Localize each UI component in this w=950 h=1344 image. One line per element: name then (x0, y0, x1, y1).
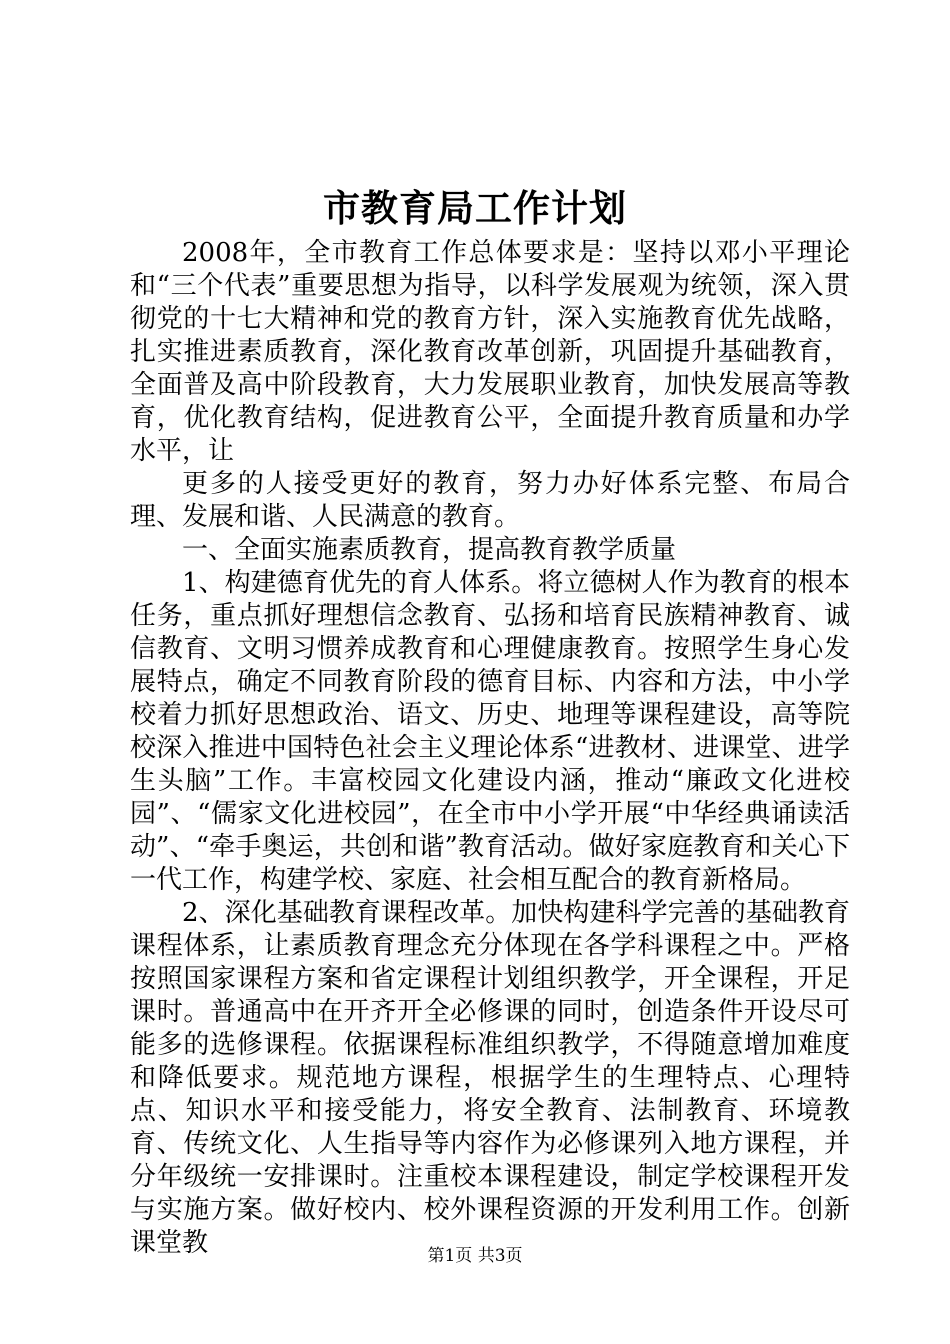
paragraph-continuation: 更多的人接受更好的教育，努力办好体系完整、布局合理、发展和谐、人民满意的教育。 (130, 469, 850, 532)
page-footer: 第1页 共3页 (427, 1246, 523, 1266)
section-heading-1: 一、全面实施素质教育，提高教育教学质量 (182, 535, 677, 565)
paragraph-item-2: 2、深化基础教育课程改革。加快构建科学完善的基础教育课程体系，让素质教育理念充分体现在各学科课程之中。严格按照国家课程方案和省定课程计划组织教学，开全课程，开足课时。普通高中在开齐开全必修课的同时，创造条件开设尽可能多的选修课程。依据课程标准组织教学，不得随意增加难度和降低要求。规范地方课程，根据学生的生理特点、心理特点、知识水平和接受能力，将安全教育、法制教育、环境教育、传统文化、人生指导等内容作为必修课列入地方课程，并分年级统一安排课时。注重校本课程建设，制定学校课程开发与实施方案。做好校内、校外课程资源的开发利用工作。创新课堂教 (130, 898, 850, 1258)
paragraph-intro: 2008年，全市教育工作总体要求是：坚持以邓小平理论和“三个代表”重要思想为指导，以科学发展观为统领，深入贯彻党的十七大精神和党的教育方针，深入实施教育优先战略，扎实推进素质教育，深化教育改革创新，巩固提升基础教育，全面普及高中阶段教育，大力发展职业教育，加快发展高等教育，优化教育结构，促进教育公平，全面提升教育质量和办学水平，让 (130, 238, 850, 466)
document-title: 市教育局工作计划 (323, 186, 627, 230)
document-body (130, 237, 850, 1260)
paragraph-item-1: 1、构建德育优先的育人体系。将立德树人作为教育的根本任务，重点抓好理想信念教育、弘扬和培育民族精神教育、诚信教育、文明习惯养成教育和心理健康教育。按照学生身心发展特点，确定不同教育阶段的德育目标、内容和方法，中小学校着力抓好思想政治、语文、历史、地理等课程建设，高等院校深入推进中国特色社会主义理论体系“进教材、进课堂、进学生头脑”工作。丰富校园文化建设内涵，推动“廉政文化进校园”、“儒家文化进校园”，在全市中小学开展“中华经典诵读活动”、“牵手奥运，共创和谐”教育活动。做好家庭教育和关心下一代工作，构建学校、家庭、社会相互配合的教育新格局。 (130, 568, 850, 895)
